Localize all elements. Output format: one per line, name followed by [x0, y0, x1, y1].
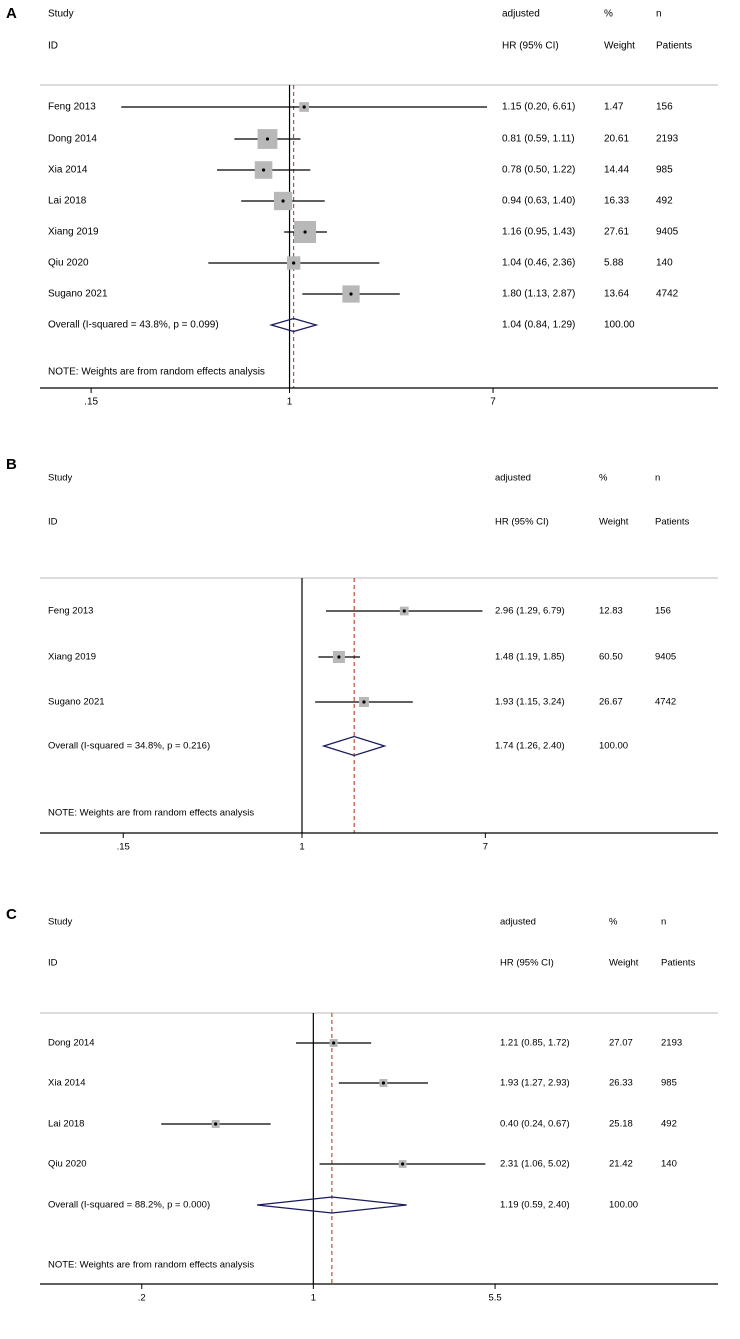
patients-value: 9405	[656, 226, 679, 238]
weight-value: 1.47	[604, 101, 624, 113]
weight-value: 60.50	[599, 651, 623, 663]
point-estimate	[281, 199, 284, 202]
hr-ci-value: 1.15 (0.20, 6.61)	[502, 101, 576, 113]
hr-ci-value: 1.16 (0.95, 1.43)	[502, 226, 576, 238]
patients-value: 156	[655, 605, 671, 617]
point-estimate	[349, 292, 352, 295]
overall-row	[48, 319, 635, 332]
panel-letter: B	[6, 455, 17, 473]
header-effect-top: adjusted	[502, 8, 540, 20]
study-row	[48, 1119, 677, 1130]
x-tick-label: .15	[84, 396, 99, 408]
hr-ci-value: 1.93 (1.27, 2.93)	[500, 1077, 570, 1089]
study-name: Dong 2014	[48, 1037, 95, 1049]
weights-note: NOTE: Weights are from random effects analysis	[48, 1259, 255, 1271]
header-weight-top: %	[604, 8, 613, 20]
study-name: Qiu 2020	[48, 1158, 87, 1170]
weights-note: NOTE: Weights are from random effects analysis	[48, 807, 255, 819]
x-tick-label: 1	[299, 841, 305, 853]
study-row	[48, 102, 673, 113]
point-estimate	[266, 137, 269, 140]
forest-panel-b	[6, 456, 718, 853]
patients-value: 985	[661, 1077, 677, 1089]
study-row	[48, 1159, 677, 1170]
study-name: Lai 2018	[48, 1118, 85, 1130]
study-name: Sugano 2021	[48, 288, 108, 300]
patients-value: 140	[656, 257, 673, 269]
header-study: Study	[48, 8, 74, 20]
overall-label: Overall (I-squared = 88.2%, p = 0.000)	[48, 1199, 211, 1211]
weight-value: 26.33	[609, 1077, 633, 1089]
weights-note: NOTE: Weights are from random effects analysis	[48, 366, 265, 378]
hr-ci-value: 1.80 (1.13, 2.87)	[502, 288, 576, 300]
header-study: Study	[48, 472, 73, 484]
hr-ci-value: 1.21 (0.85, 1.72)	[500, 1037, 570, 1049]
overall-hr-ci-value: 1.19 (0.59, 2.40)	[500, 1199, 570, 1211]
study-row	[48, 221, 679, 243]
x-tick-label: 7	[482, 841, 488, 853]
header-effect-bottom: HR (95% CI)	[495, 516, 549, 528]
overall-hr-ci-value: 1.04 (0.84, 1.29)	[502, 319, 576, 331]
x-tick-label: .15	[116, 841, 130, 853]
x-tick-label: 1	[310, 1292, 316, 1304]
overall-weight-value: 100.00	[609, 1199, 639, 1211]
header-weight-bottom: Weight	[609, 957, 639, 969]
hr-ci-value: 0.78 (0.50, 1.22)	[502, 164, 576, 176]
patients-value: 492	[656, 195, 673, 207]
hr-ci-value: 1.48 (1.19, 1.85)	[495, 651, 565, 663]
panel-letter: A	[6, 4, 17, 22]
weight-value: 14.44	[604, 164, 630, 176]
hr-ci-value: 2.96 (1.29, 6.79)	[495, 605, 565, 617]
study-name: Xiang 2019	[48, 651, 97, 663]
header-n-bottom: Patients	[661, 957, 696, 969]
study-row	[48, 192, 673, 210]
overall-row	[48, 737, 628, 756]
point-estimate	[401, 1162, 404, 1165]
weight-value: 13.64	[604, 288, 630, 300]
patients-value: 2193	[661, 1037, 683, 1049]
header-weight-bottom: Weight	[599, 516, 629, 528]
x-tick-label: 5.5	[488, 1292, 502, 1304]
header-weight-top: %	[599, 472, 608, 484]
header-effect-bottom: HR (95% CI)	[500, 957, 554, 969]
overall-hr-ci-value: 1.74 (1.26, 2.40)	[495, 740, 565, 752]
weight-value: 27.07	[609, 1037, 633, 1049]
header-n-top: n	[655, 472, 661, 484]
header-effect-top: adjusted	[500, 916, 536, 928]
weight-value: 27.61	[604, 226, 630, 238]
weight-value: 20.61	[604, 133, 630, 145]
header-weight-top: %	[609, 916, 618, 928]
point-estimate	[214, 1122, 217, 1125]
header-study: Study	[48, 916, 73, 928]
header-weight-bottom: Weight	[604, 40, 635, 52]
patients-value: 156	[656, 101, 673, 113]
weight-value: 12.83	[599, 605, 623, 617]
study-row	[48, 256, 673, 269]
study-name: Xia 2014	[48, 1077, 86, 1089]
weight-value: 16.33	[604, 195, 630, 207]
study-row	[48, 1078, 677, 1089]
x-tick-label: 1	[286, 396, 293, 408]
overall-label: Overall (I-squared = 34.8%, p = 0.216)	[48, 740, 211, 752]
patients-value: 4742	[656, 288, 679, 300]
study-name: Qiu 2020	[48, 257, 89, 269]
patients-value: 140	[661, 1158, 677, 1170]
hr-ci-value: 0.81 (0.59, 1.11)	[502, 133, 575, 145]
study-name: Xia 2014	[48, 164, 88, 176]
point-estimate	[382, 1081, 385, 1084]
x-tick-label: .2	[137, 1292, 146, 1304]
patients-value: 985	[656, 164, 673, 176]
weight-value: 26.67	[599, 696, 623, 708]
study-row	[48, 285, 679, 302]
header-n-bottom: Patients	[655, 516, 690, 528]
patients-value: 4742	[655, 696, 677, 708]
hr-ci-value: 0.40 (0.24, 0.67)	[500, 1118, 570, 1130]
study-row	[48, 697, 676, 708]
header-effect-bottom: HR (95% CI)	[502, 40, 559, 52]
point-estimate	[262, 168, 265, 171]
point-estimate	[303, 105, 306, 108]
forest-panel-c	[6, 906, 718, 1304]
study-name: Sugano 2021	[48, 696, 105, 708]
hr-ci-value: 0.94 (0.63, 1.40)	[502, 195, 576, 207]
overall-label: Overall (I-squared = 43.8%, p = 0.099)	[48, 319, 219, 331]
patients-value: 9405	[655, 651, 677, 663]
hr-ci-value: 2.31 (1.06, 5.02)	[500, 1158, 570, 1170]
x-tick-label: 7	[490, 396, 496, 408]
study-row	[48, 129, 679, 149]
header-id: ID	[48, 957, 58, 969]
overall-weight-value: 100.00	[599, 740, 629, 752]
patients-value: 492	[661, 1118, 677, 1130]
study-row	[48, 651, 676, 663]
study-name: Xiang 2019	[48, 226, 99, 238]
point-estimate	[362, 700, 365, 703]
point-estimate	[303, 230, 306, 233]
header-n-top: n	[661, 916, 667, 928]
study-row	[48, 161, 673, 179]
study-row	[48, 606, 671, 617]
study-name: Feng 2013	[48, 605, 94, 617]
hr-ci-value: 1.04 (0.46, 2.36)	[502, 257, 576, 269]
header-effect-top: adjusted	[495, 472, 531, 484]
hr-ci-value: 1.93 (1.15, 3.24)	[495, 696, 565, 708]
study-name: Lai 2018	[48, 195, 87, 207]
point-estimate	[403, 609, 406, 612]
overall-row	[48, 1197, 638, 1213]
header-id: ID	[48, 516, 58, 528]
header-id: ID	[48, 40, 58, 52]
forest-panel-a	[6, 5, 718, 408]
point-estimate	[332, 1041, 335, 1044]
study-name: Feng 2013	[48, 101, 96, 113]
header-n-bottom: Patients	[656, 40, 693, 52]
study-name: Dong 2014	[48, 133, 97, 145]
point-estimate	[337, 655, 340, 658]
panel-letter: C	[6, 905, 17, 923]
weight-value: 25.18	[609, 1118, 633, 1130]
overall-weight-value: 100.00	[604, 319, 635, 331]
patients-value: 2193	[656, 133, 679, 145]
weight-value: 21.42	[609, 1158, 633, 1170]
weight-value: 5.88	[604, 257, 624, 269]
header-n-top: n	[656, 8, 662, 20]
study-row	[48, 1038, 682, 1049]
point-estimate	[292, 261, 295, 264]
